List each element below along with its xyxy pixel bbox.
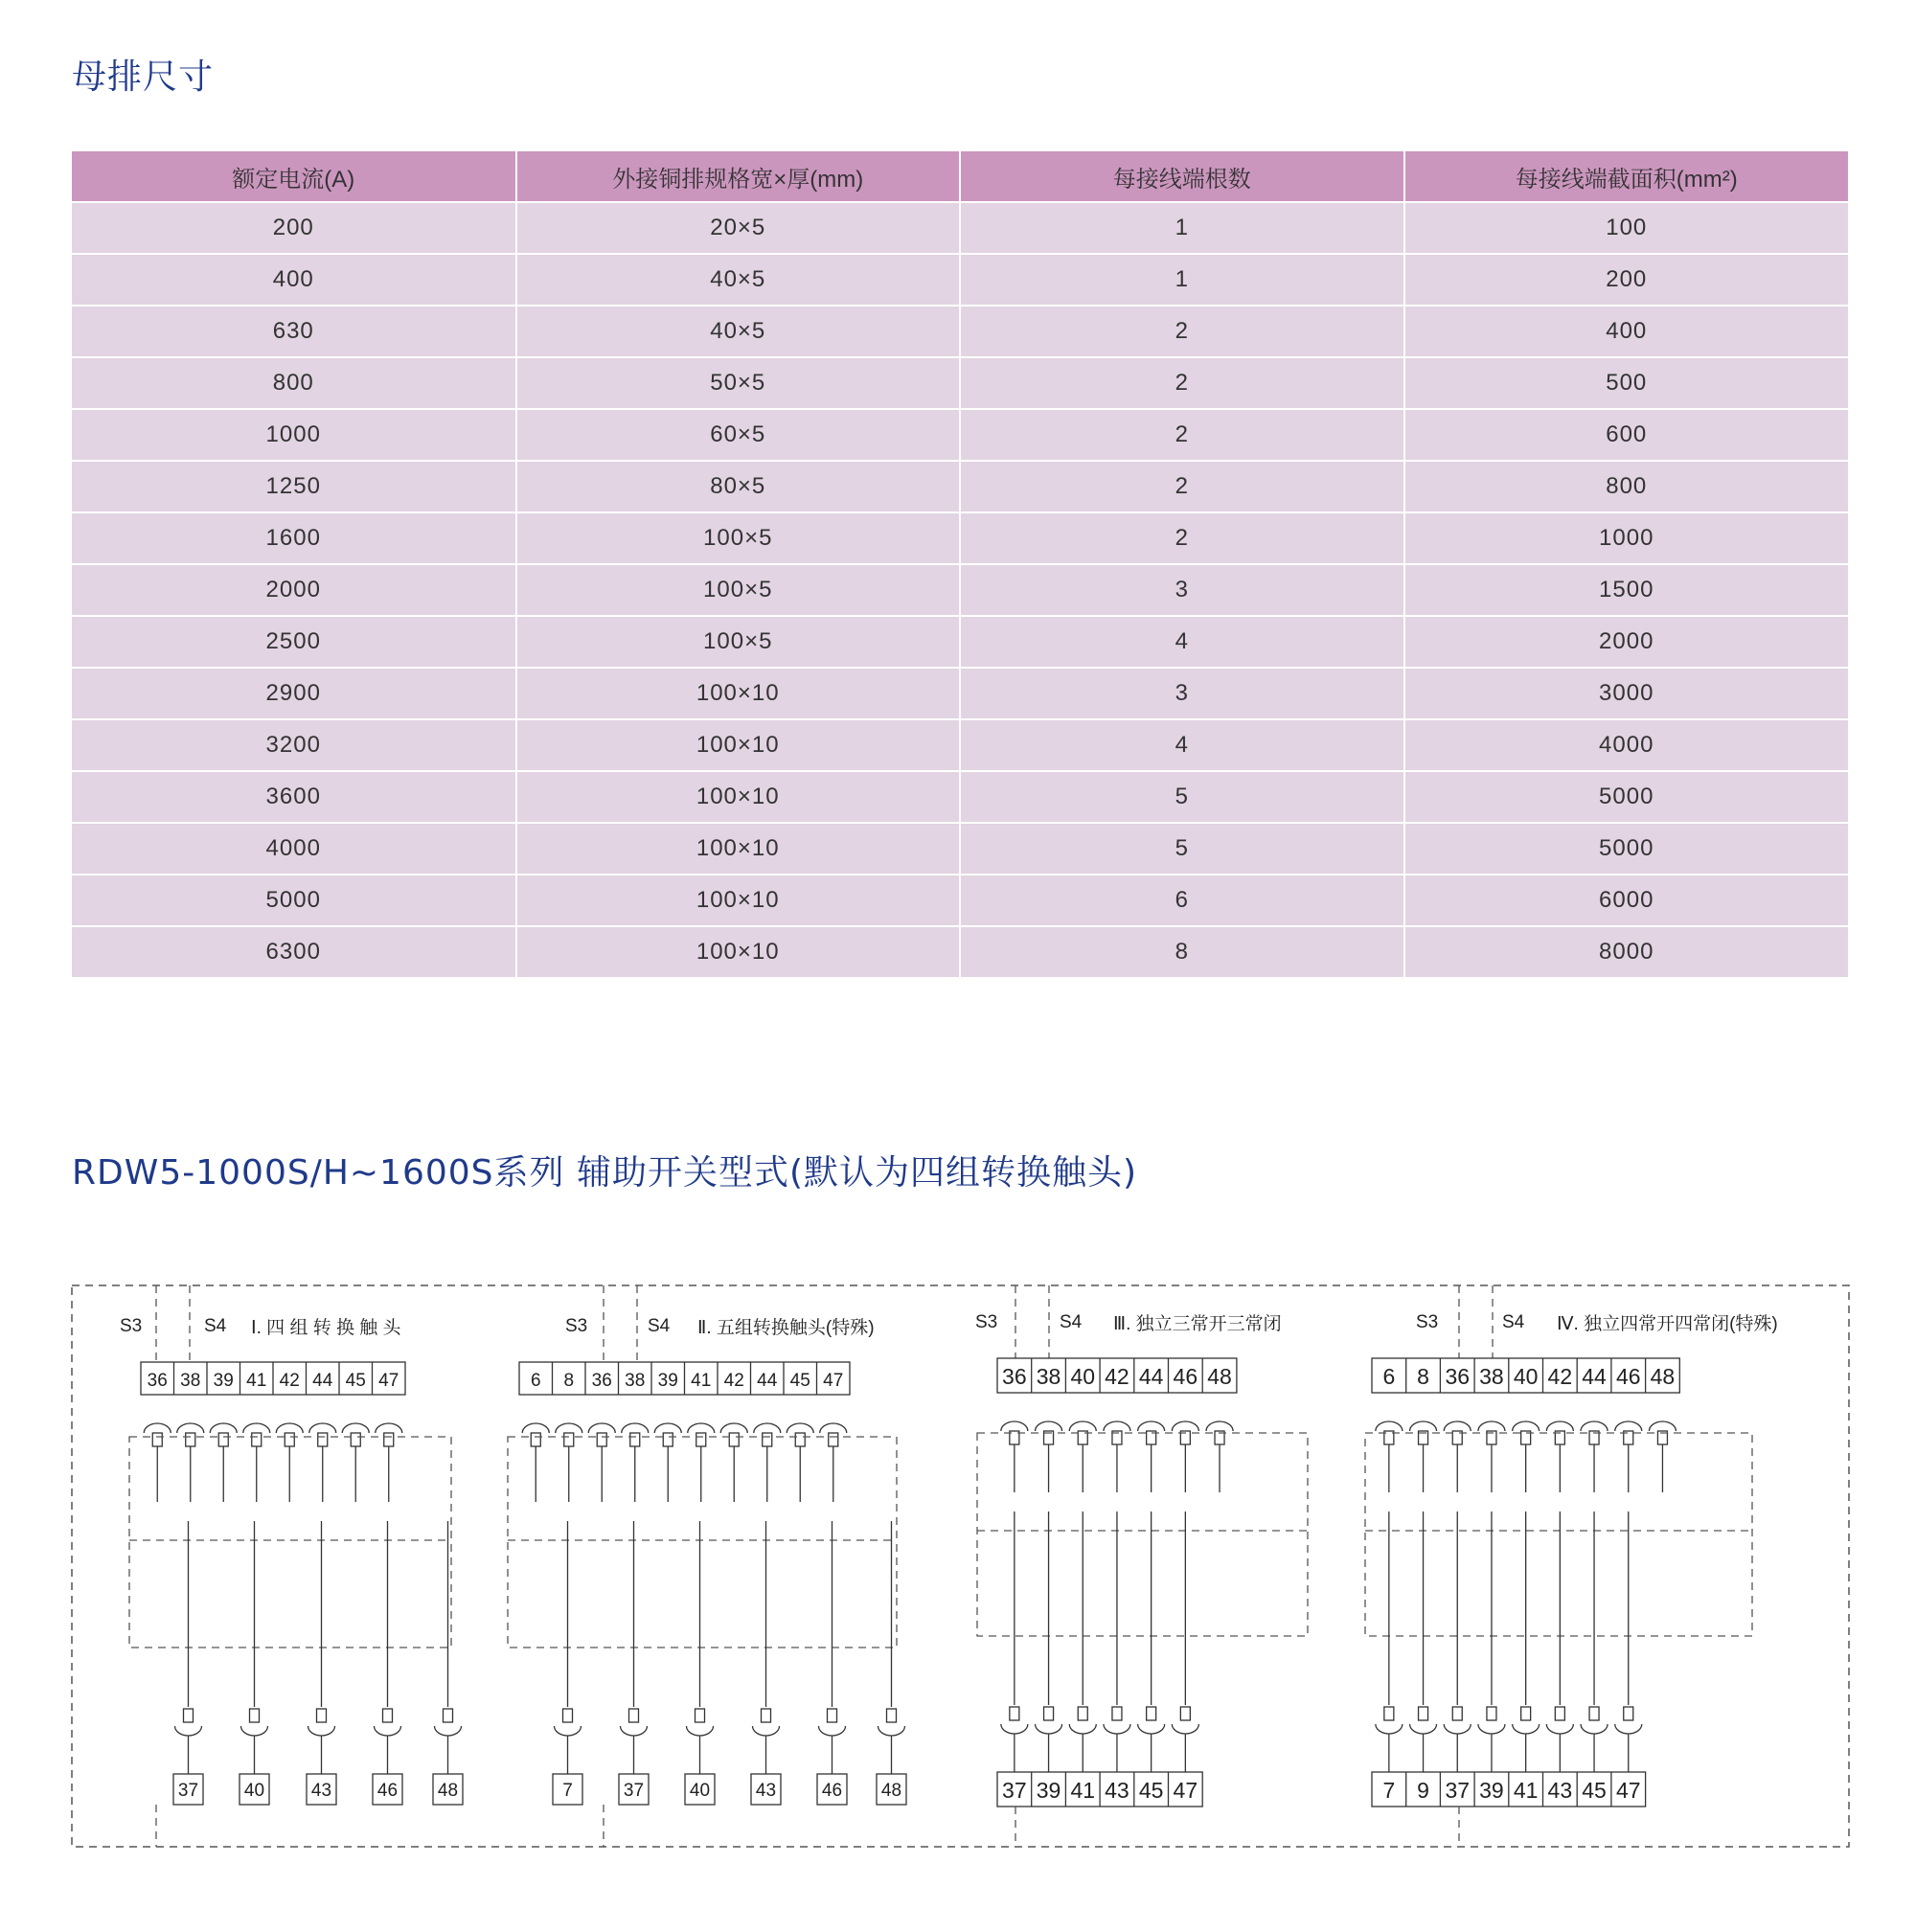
table-header-row	[72, 151, 1848, 202]
group-2-bottom-terminal-number: 7	[562, 1781, 573, 1801]
group-1-top-terminal-number: 36	[147, 1371, 168, 1391]
table-row	[72, 512, 1848, 564]
group-3-connector-plug	[1180, 1707, 1190, 1720]
table-cell: 100×5	[516, 616, 961, 668]
group-4-connector-socket	[1513, 1724, 1540, 1734]
group-4-bottom-terminal-number: 41	[1513, 1778, 1539, 1803]
group-2-s4-label: S4	[648, 1316, 671, 1336]
group-1-s3-label: S3	[120, 1316, 143, 1336]
group-4-connector-plug	[1624, 1707, 1633, 1720]
group-1-connector-plug	[318, 1433, 328, 1446]
group-4-top-terminal-number: 44	[1582, 1364, 1607, 1389]
group-1-connector-plug	[383, 1709, 393, 1722]
group-4-connector-plug	[1419, 1707, 1428, 1720]
table-cell: 4000	[72, 823, 516, 875]
group-3-top-terminal-number: 40	[1070, 1364, 1096, 1389]
group-3-connector-plug	[1044, 1707, 1054, 1720]
table-cell: 8000	[1404, 926, 1849, 978]
group-1-bottom-terminal-number: 48	[437, 1781, 459, 1801]
group-4-top-terminal-number: 6	[1382, 1364, 1396, 1389]
group-3-bottom-terminal-number: 47	[1173, 1778, 1198, 1803]
group-4-connector-socket	[1410, 1724, 1437, 1734]
group-1-connector-socket	[276, 1423, 303, 1433]
group-4-bottom-terminal-number: 39	[1479, 1778, 1504, 1803]
group-1-connector-plug	[218, 1433, 228, 1446]
group-4-caption: Ⅳ. 独立四常开四常闭(特殊)	[1557, 1314, 1778, 1334]
group-4-connector-socket	[1376, 1421, 1403, 1431]
group-2-connector-plug	[887, 1709, 897, 1722]
group-1-top-terminal-number: 39	[213, 1371, 234, 1391]
group-4-connector-socket	[1478, 1421, 1505, 1431]
table-row	[72, 564, 1848, 616]
group-1-bottom-terminal-number: 37	[177, 1781, 199, 1801]
table-cell: 2	[960, 409, 1404, 461]
group-4-s3-label: S3	[1416, 1312, 1439, 1332]
table-cell: 100	[1404, 202, 1849, 254]
table-cell: 2	[960, 512, 1404, 564]
group-2-connector-plug	[597, 1433, 606, 1446]
group-2-caption: Ⅱ. 五组转换触头(特殊)	[697, 1318, 875, 1338]
group-1-top-terminal-number: 44	[312, 1371, 333, 1391]
group-2-connector-plug	[795, 1433, 805, 1446]
group-3-bottom-terminal-number: 43	[1105, 1778, 1129, 1803]
table-cell: 200	[1404, 254, 1849, 306]
group-2-top-terminal-number: 36	[591, 1371, 612, 1391]
group-2-connector-plug	[630, 1433, 640, 1446]
group-1-connector-socket	[243, 1423, 270, 1433]
group-4-connector-plug	[1384, 1707, 1394, 1720]
group-1-connector-socket	[177, 1423, 204, 1433]
table-cell: 800	[1404, 461, 1849, 512]
group-2-connector-socket	[787, 1423, 813, 1433]
table-cell: 5	[960, 823, 1404, 875]
group-1-top-terminal-number: 45	[345, 1371, 366, 1391]
group-1-bottom-terminal-number: 46	[376, 1781, 399, 1801]
table-cell: 100×10	[516, 823, 961, 875]
table-cell: 3600	[72, 771, 516, 823]
group-2-s3-label: S3	[565, 1316, 588, 1336]
group-4-bottom-terminal-number: 37	[1445, 1778, 1471, 1803]
group-4-connector-socket	[1444, 1724, 1471, 1734]
group-2-connector-socket	[654, 1423, 681, 1433]
group-2-connector-plug	[696, 1433, 706, 1446]
group-1-connector-socket	[376, 1423, 402, 1433]
group-1-connector-socket	[175, 1726, 202, 1736]
group-4-connector-plug	[1589, 1707, 1599, 1720]
group-1-connector-socket	[144, 1423, 171, 1433]
group-1-s4-label: S4	[204, 1316, 227, 1336]
group-2-connector-plug	[828, 1709, 837, 1722]
table-cell: 2	[960, 306, 1404, 357]
group-2-connector-plug	[629, 1709, 639, 1722]
table-cell: 100×10	[516, 719, 961, 771]
group-2-connector-plug	[696, 1709, 705, 1722]
group-2-top-terminal-number: 45	[789, 1371, 810, 1391]
group-4-top-terminal-number: 42	[1547, 1364, 1573, 1389]
group-1-connector-plug	[384, 1433, 394, 1446]
group-2-connector-socket	[522, 1423, 549, 1433]
group-3-caption: Ⅲ. 独立三常开三常闭	[1113, 1314, 1282, 1334]
table-cell: 400	[72, 254, 516, 306]
group-1-connector-socket	[375, 1726, 401, 1736]
table-cell: 3	[960, 668, 1404, 719]
group-4-top-terminal-number: 8	[1417, 1364, 1429, 1389]
group-3-top-terminal-number: 48	[1207, 1364, 1232, 1389]
table-cell: 2900	[72, 668, 516, 719]
group-2-connector-socket	[555, 1726, 582, 1736]
group-4-connector-socket	[1410, 1421, 1437, 1431]
table-cell: 2000	[1404, 616, 1849, 668]
group-2-top-terminal-number: 41	[691, 1371, 712, 1391]
group-1-top-terminal-number: 41	[246, 1371, 267, 1391]
group-3-connector-plug	[1010, 1707, 1019, 1720]
table-row	[72, 461, 1848, 512]
group-2-connector-socket	[688, 1423, 715, 1433]
group-3-switch-box	[977, 1433, 1308, 1636]
group-3-connector-socket	[1206, 1421, 1233, 1431]
page-title-busbar: 母排尺寸	[72, 57, 215, 97]
group-4-s4-label: S4	[1502, 1312, 1525, 1332]
header-rated-current: 额定电流(A)	[72, 151, 516, 202]
group-3-bottom-terminal-number: 39	[1036, 1778, 1061, 1803]
table-row	[72, 875, 1848, 926]
group-4-connector-socket	[1546, 1421, 1573, 1431]
table-row	[72, 254, 1848, 306]
table-cell: 1500	[1404, 564, 1849, 616]
group-2-connector-socket	[622, 1423, 649, 1433]
group-3-s3-label: S3	[975, 1312, 998, 1332]
group-3-connector-plug	[1078, 1707, 1087, 1720]
aux-switch-wiring-diagram	[0, 1264, 1916, 1858]
group-3-bottom-terminal-number: 41	[1070, 1778, 1096, 1803]
page-title-aux-switch: RDW5-1000S/H~1600S系列 辅助开关型式(默认为四组转换触头)	[72, 1153, 1138, 1193]
group-2-connector-socket	[878, 1726, 905, 1736]
table-cell: 2000	[72, 564, 516, 616]
group-3-top-terminal-number: 42	[1105, 1364, 1129, 1389]
group-2-bottom-terminal-number: 48	[880, 1781, 902, 1801]
group-3-top-terminal-number: 36	[1002, 1364, 1027, 1389]
table-cell: 600	[1404, 409, 1849, 461]
group-1-top-terminal-number: 42	[279, 1371, 300, 1391]
group-3-connector-socket	[1001, 1724, 1028, 1734]
group-2-bottom-terminal-number: 43	[755, 1781, 777, 1801]
group-1-connector-socket	[241, 1726, 268, 1736]
group-3-connector-plug	[1112, 1707, 1122, 1720]
table-cell: 6000	[1404, 875, 1849, 926]
group-1-connector-plug	[317, 1709, 327, 1722]
group-1-connector-socket	[308, 1726, 335, 1736]
group-1-connector-socket	[210, 1423, 237, 1433]
table-row	[72, 616, 1848, 668]
group-2-connector-socket	[687, 1726, 714, 1736]
table-row	[72, 306, 1848, 357]
group-2-connector-plug	[829, 1433, 838, 1446]
group-4-connector-socket	[1478, 1724, 1505, 1734]
group-3-connector-socket	[1036, 1421, 1062, 1431]
group-3-top-terminal-number: 46	[1173, 1364, 1198, 1389]
table-cell: 4	[960, 719, 1404, 771]
group-4-bottom-terminal-number: 47	[1615, 1778, 1641, 1803]
group-2-connector-plug	[663, 1433, 673, 1446]
group-2-connector-plug	[763, 1433, 772, 1446]
table-cell: 4000	[1404, 719, 1849, 771]
group-4-connector-socket	[1615, 1421, 1642, 1431]
group-3-connector-socket	[1069, 1724, 1096, 1734]
group-1-connector-socket	[342, 1423, 369, 1433]
group-1-connector-plug	[351, 1433, 360, 1446]
table-cell: 1	[960, 202, 1404, 254]
group-2-top-terminal-number: 38	[625, 1371, 646, 1391]
group-3-connector-socket	[1138, 1421, 1165, 1431]
table-row	[72, 771, 1848, 823]
group-3-connector-socket	[1172, 1724, 1198, 1734]
group-2-top-terminal-number: 44	[757, 1371, 778, 1391]
group-2-switch-box	[508, 1437, 897, 1648]
group-4-connector-socket	[1649, 1421, 1676, 1431]
group-3-bottom-terminal-number: 45	[1138, 1778, 1164, 1803]
table-cell: 100×5	[516, 564, 961, 616]
group-2-connector-socket	[819, 1726, 846, 1736]
table-cell: 100×10	[516, 668, 961, 719]
table-cell: 1250	[72, 461, 516, 512]
group-1-connector-plug	[285, 1433, 294, 1446]
group-2-bottom-terminal-number: 37	[623, 1781, 645, 1801]
group-2-connector-socket	[820, 1423, 847, 1433]
table-cell: 60×5	[516, 409, 961, 461]
table-cell: 200	[72, 202, 516, 254]
table-row	[72, 668, 1848, 719]
group-3-connector-socket	[1138, 1724, 1165, 1734]
table-row	[72, 202, 1848, 254]
table-cell: 1600	[72, 512, 516, 564]
table-cell: 100×10	[516, 771, 961, 823]
group-3-connector-plug	[1147, 1707, 1156, 1720]
table-cell: 3	[960, 564, 1404, 616]
group-4-top-terminal-number: 46	[1615, 1364, 1641, 1389]
group-2-connector-socket	[754, 1423, 781, 1433]
group-1-top-terminal-number: 47	[378, 1371, 399, 1391]
group-2-top-terminal-number: 8	[563, 1371, 575, 1391]
group-4-bottom-terminal-number: 43	[1547, 1778, 1573, 1803]
group-2-bottom-terminal-number: 40	[689, 1781, 711, 1801]
table-row	[72, 823, 1848, 875]
group-4-connector-socket	[1513, 1421, 1540, 1431]
group-1-switch-box	[129, 1437, 451, 1648]
group-4-connector-plug	[1452, 1707, 1462, 1720]
group-1-caption: Ⅰ. 四 组 转 换 触 头	[251, 1318, 401, 1338]
group-2-connector-socket	[556, 1423, 582, 1433]
group-1-bottom-terminal-number: 43	[310, 1781, 332, 1801]
table-cell: 5	[960, 771, 1404, 823]
table-cell: 20×5	[516, 202, 961, 254]
table-cell: 40×5	[516, 306, 961, 357]
group-4-top-terminal-number: 40	[1513, 1364, 1539, 1389]
group-2-connector-plug	[531, 1433, 540, 1446]
group-2-connector-plug	[563, 1709, 573, 1722]
table-cell: 50×5	[516, 357, 961, 409]
table-cell: 1000	[72, 409, 516, 461]
table-cell: 8	[960, 926, 1404, 978]
table-cell: 80×5	[516, 461, 961, 512]
table-cell: 4	[960, 616, 1404, 668]
group-3-connector-socket	[1069, 1421, 1096, 1431]
group-1-connector-plug	[152, 1433, 162, 1446]
table-cell: 800	[72, 357, 516, 409]
group-3-connector-socket	[1104, 1421, 1130, 1431]
group-1-connector-plug	[184, 1709, 194, 1722]
table-cell: 100×10	[516, 875, 961, 926]
table-cell: 1	[960, 254, 1404, 306]
group-2-connector-socket	[753, 1726, 780, 1736]
table-body	[72, 202, 1848, 978]
group-3-connector-socket	[1172, 1421, 1198, 1431]
table-cell: 2500	[72, 616, 516, 668]
table-cell: 500	[1404, 357, 1849, 409]
group-3-connector-socket	[1104, 1724, 1130, 1734]
group-2-connector-socket	[621, 1726, 648, 1736]
table-cell: 3000	[1404, 668, 1849, 719]
group-2-connector-plug	[564, 1433, 574, 1446]
table-cell: 1000	[1404, 512, 1849, 564]
table-row	[72, 357, 1848, 409]
group-2-connector-plug	[762, 1709, 771, 1722]
table-cell: 40×5	[516, 254, 961, 306]
busbar-size-table	[72, 151, 1848, 979]
group-4-bottom-terminal-number: 7	[1382, 1778, 1396, 1803]
group-4-connector-plug	[1521, 1707, 1531, 1720]
group-2-connector-socket	[588, 1423, 615, 1433]
group-1-connector-socket	[309, 1423, 336, 1433]
group-1-connector-plug	[186, 1433, 195, 1446]
group-4-connector-socket	[1581, 1724, 1608, 1734]
group-1-connector-socket	[435, 1726, 462, 1736]
table-row	[72, 409, 1848, 461]
group-1-bottom-terminal-number: 40	[243, 1781, 265, 1801]
group-2-bottom-terminal-number: 46	[821, 1781, 843, 1801]
group-3-top-terminal-number: 44	[1138, 1364, 1164, 1389]
table-row	[72, 719, 1848, 771]
table-cell: 400	[1404, 306, 1849, 357]
table-cell: 5000	[72, 875, 516, 926]
group-4-connector-socket	[1546, 1724, 1573, 1734]
group-4-connector-plug	[1555, 1707, 1564, 1720]
header-bars-per-terminal: 每接线端根数	[960, 151, 1404, 202]
group-2-top-terminal-number: 42	[723, 1371, 744, 1391]
table-cell: 6300	[72, 926, 516, 978]
table-cell: 100×5	[516, 512, 961, 564]
group-1-connector-plug	[252, 1433, 262, 1446]
group-4-bottom-terminal-number: 45	[1582, 1778, 1607, 1803]
group-4-top-terminal-number: 36	[1445, 1364, 1471, 1389]
group-4-bottom-terminal-number: 9	[1417, 1778, 1429, 1803]
group-4-connector-socket	[1376, 1724, 1403, 1734]
table-row	[72, 926, 1848, 978]
group-4-connector-plug	[1487, 1707, 1496, 1720]
table-cell: 3200	[72, 719, 516, 771]
group-2-connector-socket	[720, 1423, 747, 1433]
group-3-connector-socket	[1001, 1421, 1028, 1431]
group-4-top-terminal-number: 48	[1650, 1364, 1676, 1389]
table-cell: 2	[960, 461, 1404, 512]
table-cell: 630	[72, 306, 516, 357]
group-1-connector-plug	[444, 1709, 453, 1722]
group-4-connector-socket	[1581, 1421, 1608, 1431]
table-cell: 6	[960, 875, 1404, 926]
group-2-top-terminal-number: 39	[657, 1371, 678, 1391]
group-4-connector-socket	[1444, 1421, 1471, 1431]
header-cross-section-area: 每接线端截面积(mm²)	[1404, 151, 1849, 202]
table-cell: 100×10	[516, 926, 961, 978]
table-cell: 5000	[1404, 771, 1849, 823]
table-cell: 2	[960, 357, 1404, 409]
group-4-top-terminal-number: 38	[1479, 1364, 1504, 1389]
group-3-bottom-terminal-number: 37	[1002, 1778, 1027, 1803]
group-3-connector-socket	[1036, 1724, 1062, 1734]
group-4-connector-socket	[1615, 1724, 1642, 1734]
group-3-s4-label: S4	[1060, 1312, 1083, 1332]
table-cell: 5000	[1404, 823, 1849, 875]
group-1-connector-plug	[250, 1709, 260, 1722]
header-copper-bar-spec: 外接铜排规格宽×厚(mm)	[516, 151, 961, 202]
group-3-top-terminal-number: 38	[1036, 1364, 1061, 1389]
group-1-top-terminal-number: 38	[180, 1371, 201, 1391]
group-2-connector-plug	[729, 1433, 739, 1446]
group-2-top-terminal-number: 6	[530, 1371, 541, 1391]
group-2-top-terminal-number: 47	[823, 1371, 844, 1391]
